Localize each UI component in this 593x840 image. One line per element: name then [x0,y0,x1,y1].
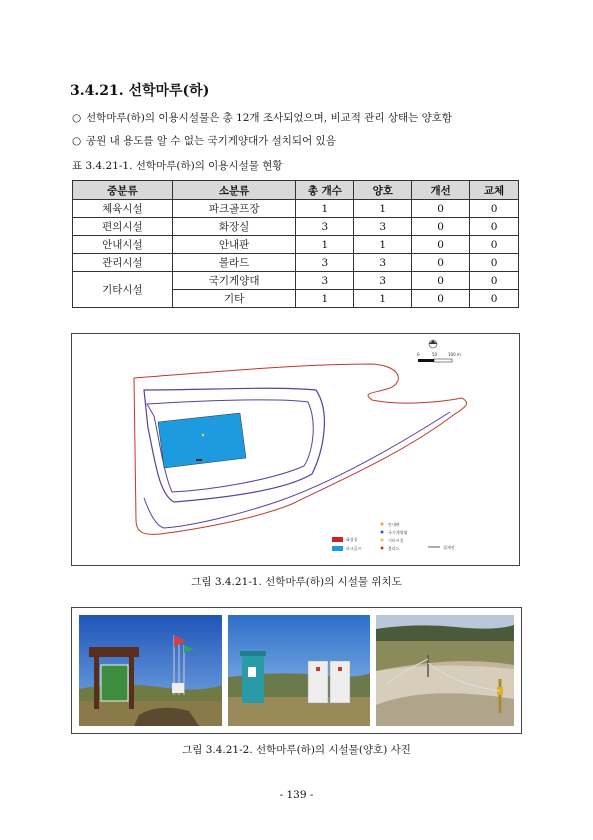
cell-subcategory: 파크골프장 [172,200,296,218]
page-number: - 139 - [279,789,314,801]
header-subcategory: 소분류 [172,181,296,200]
cell-subcategory: 볼라드 [172,254,296,272]
table-row [73,272,519,290]
bullet-mark: ○ [72,135,82,147]
cell-subcategory: 기타 [172,290,296,308]
legend-label: 화장실 [346,537,358,542]
map-caption: 그림 3.4.21-1. 선학마루(하)의 시설물 위치도 [191,576,402,588]
legend-label: 파크골프 [346,546,362,551]
cell-category: 편의시설 [73,218,173,236]
bullet-text: 공원 내 용도를 알 수 없는 국기게양대가 설치되어 있음 [86,135,336,147]
photo-panel [71,607,522,734]
scale-label: 0 [417,352,420,357]
table-row [73,254,519,272]
cell-category: 체육시설 [73,200,173,218]
photo-bollard [376,615,514,726]
photo-caption: 그림 3.4.21-2. 선학마루(하)의 시설물(양호) 사진 [182,744,411,756]
cell-good: 1 [354,290,412,308]
guide-sign-marker [202,434,204,436]
facility-table [72,180,519,308]
legend-label: 볼라드 [388,546,400,551]
cell-improve: 0 [412,200,470,218]
scale-bar [417,352,461,362]
cell-category: 기타시설 [73,272,173,308]
legend-label: 안내판 [388,522,400,527]
cell-category: 안내시설 [73,236,173,254]
cell-total: 1 [296,290,354,308]
cell-replace: 0 [470,290,519,308]
scale-label: 50 [432,352,438,357]
cell-total: 3 [296,218,354,236]
cell-subcategory: 화장실 [172,218,296,236]
cell-replace: 0 [470,236,519,254]
table-row [73,200,519,218]
cell-improve: 0 [412,236,470,254]
toilet-marker [196,459,202,461]
north-arrow-icon [429,340,437,348]
cell-good: 1 [354,200,412,218]
cell-good: 3 [354,272,412,290]
cell-good: 3 [354,254,412,272]
cell-replace: 0 [470,272,519,290]
table-row [73,236,519,254]
legend-label: 경계선 [443,545,455,550]
section-title: 3.4.21. 선학마루(하) [70,83,210,99]
cell-total: 1 [296,236,354,254]
cell-replace: 0 [470,200,519,218]
cell-improve: 0 [412,272,470,290]
cell-category: 관리시설 [73,254,173,272]
cell-subcategory: 안내판 [172,236,296,254]
bullet-item [72,110,452,125]
header-improve: 개선 [412,181,470,200]
photo-guide-sign [79,615,222,726]
header-replace: 교체 [470,181,519,200]
site-map [71,333,520,566]
scale-label: 100 m [448,352,461,357]
map-legend [332,521,455,551]
bullet-text: 선학마루(하)의 이용시설물은 총 12개 조사되었으며, 비교적 관리 상태는 양호함 [86,112,453,124]
legend-label: 기타시설 [388,538,404,543]
cell-good: 3 [354,218,412,236]
cell-subcategory: 국기게양대 [172,272,296,290]
cell-improve: 0 [412,218,470,236]
cell-good: 1 [354,236,412,254]
header-good: 양호 [354,181,412,200]
site-map-drawing [72,334,519,565]
cell-total: 1 [296,200,354,218]
bullet-mark: ○ [72,112,82,124]
cell-total: 3 [296,254,354,272]
table-header-row [73,181,519,200]
table-row [73,218,519,236]
table-caption: 표 3.4.21-1. 선학마루(하)의 이용시설물 현황 [72,160,283,172]
cell-replace: 0 [470,254,519,272]
cell-replace: 0 [470,218,519,236]
header-total: 총 개수 [296,181,354,200]
legend-label: 국기게양대 [388,530,408,535]
header-category: 중분류 [73,181,173,200]
bullet-item [72,133,336,148]
cell-improve: 0 [412,290,470,308]
photo-toilet [228,615,370,726]
cell-improve: 0 [412,254,470,272]
cell-total: 3 [296,272,354,290]
